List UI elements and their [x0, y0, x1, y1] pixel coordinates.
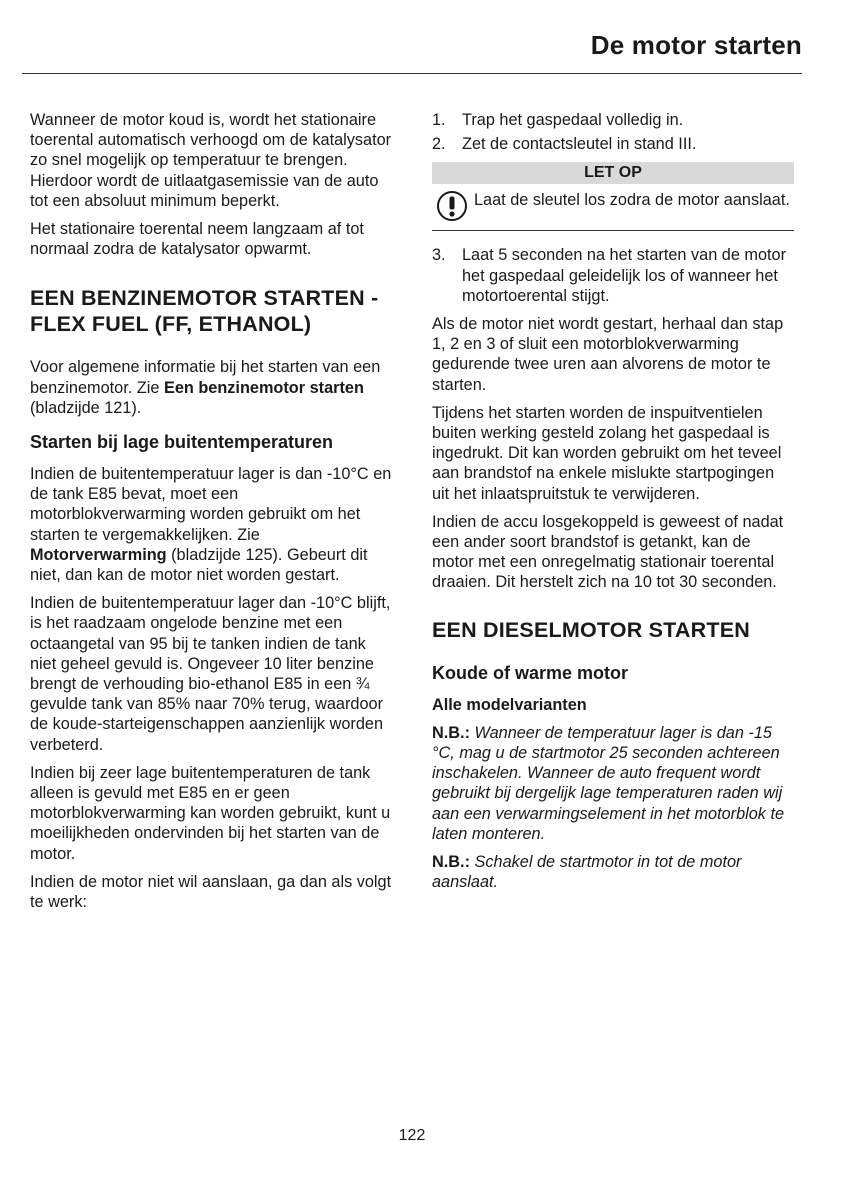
heading-cold-warm-engine: Koude of warme motor — [432, 662, 629, 683]
nb-label: N.B.: — [432, 853, 470, 872]
paragraph-general-info: Voor algemene informatie bij het starten van een benzinemotor. Zie Een benzinemotor starten (bladzijde 121). — [30, 358, 381, 417]
paragraph-idle-speed: Het stationaire toerental neem langzaam af tot normaal zodra de katalysator opwarmt. — [30, 220, 364, 259]
paragraph-very-low-temp: Indien bij zeer lage buitentemperaturen de tank alleen is gevuld met E85 en er geen motorblokverwarming kan worden gebruikt, kunt u moeilijkheden ondervinden bij het starten van de motor. — [30, 763, 391, 863]
paragraph-cold-engine: Wanneer de motor koud is, wordt het stationaire toerental automatisch verhoogd om de katalysator zo snel mogelijk op temperatuur te brengen. Hierdoor wordt de uitlaatgasemissie van de auto tot een absoluut minimum beperkt. — [30, 111, 392, 210]
link-petrol-engine-start[interactable]: Een benzinemotor starten — [163, 378, 364, 397]
paragraph-injectors: Tijdens het starten worden de inspuitventielen buiten werking gesteld zolang het gaspedaal is ingedrukt. Dit kan worden gebruikt om het teveel aan brandstof na enkele mislukte startpogingen uit het inlaatspruitstuk te verwijderen. — [432, 403, 782, 503]
step-text: Zet de contactsleutel in stand III. — [462, 135, 697, 154]
step-number: 1. — [432, 111, 446, 129]
nb-label: N.B.: — [432, 723, 470, 742]
title-divider — [22, 73, 802, 74]
step-item — [432, 110, 794, 130]
page-number: 122 — [398, 1127, 426, 1144]
paragraph-octane-advice: Indien de buitentemperatuur lager dan -10°C blijft, is het raadzaam ongelode benzine met een octaangetal van 95 bij te tanken indien de tank niet geheel gevuld is. Ongeveer 10 liter benzine brengt de verhouding bio-ethanol E85 in een ¾ gevulde tank van 85% naar 70% terug, waardoor de koude-starteigenschappen aanzienlijk worden verbeterd. — [30, 594, 391, 754]
link-engine-heater[interactable]: Motorverwarming — [30, 545, 167, 564]
step-text: Trap het gaspedaal volledig in. — [462, 111, 684, 129]
note-cold-start: N.B.: Wanneer de temperatuur lager is dan -15 °C, mag u de startmotor 25 seconden achtereen inschakelen. Wanneer de auto frequent wordt gebruikt bij dergelijk lage temperaturen raden wij aan een verwarmingselement in het motorblok te laten monteren. — [432, 723, 785, 843]
step-item — [432, 245, 794, 306]
warning-label: LET OP — [432, 162, 794, 184]
paragraph-battery: Indien de accu losgekoppeld is geweest of nadat een ander soort brandstof is getankt, kan de motor met een onregelmatig stationair toerental draaien. Dit herstelt zich na 10 tot 30 seconden. — [432, 512, 784, 592]
step-number: 3. — [432, 246, 446, 265]
heading-all-models: Alle modelvarianten — [432, 695, 587, 714]
right-column — [432, 110, 794, 900]
warning-divider — [432, 230, 794, 231]
step-text: Laat 5 seconden na het starten van de motor het gaspedaal geleidelijk los of wanneer het motortoerental stijgt. — [462, 246, 787, 305]
step-number: 2. — [432, 135, 446, 154]
paragraph-procedure-intro: Indien de motor niet wil aanslaan, ga dan als volgt te werk: — [30, 872, 392, 912]
heading-low-temperatures: Starten bij lage buitentemperaturen — [30, 432, 334, 453]
warning-exclamation-icon — [436, 190, 468, 222]
page-title: De motor starten — [590, 30, 802, 60]
step-item — [432, 134, 794, 154]
warning-box — [432, 190, 794, 230]
paragraph-retry: Als de motor niet wordt gestart, herhaal dan stap 1, 2 en 3 of sluit een motorblokverwarming gedurende twee uren aan alvorens de motor te starten. — [432, 315, 784, 394]
warning-text: Laat de sleutel los zodra de motor aanslaat. — [474, 191, 790, 210]
heading-diesel-start: EEN DIESELMOTOR STARTEN — [432, 617, 750, 642]
left-column — [30, 110, 395, 920]
paragraph-below-minus-10: Indien de buitentemperatuur lager is dan -10°C en de tank E85 bevat, moet een motorblokverwarming worden gebruikt om het starten te vergemakkelijken. Zie Motorverwarming (bladzijde 125). Gebeurt dit niet, dan kan de motor niet worden gestart. — [30, 465, 392, 585]
note-starter: N.B.: Schakel de startmotor in tot de motor aanslaat. — [432, 853, 742, 892]
heading-petrol-flex-fuel: EEN BENZINEMOTOR STARTEN - FLEX FUEL (FF, ETHANOL) — [30, 286, 379, 337]
